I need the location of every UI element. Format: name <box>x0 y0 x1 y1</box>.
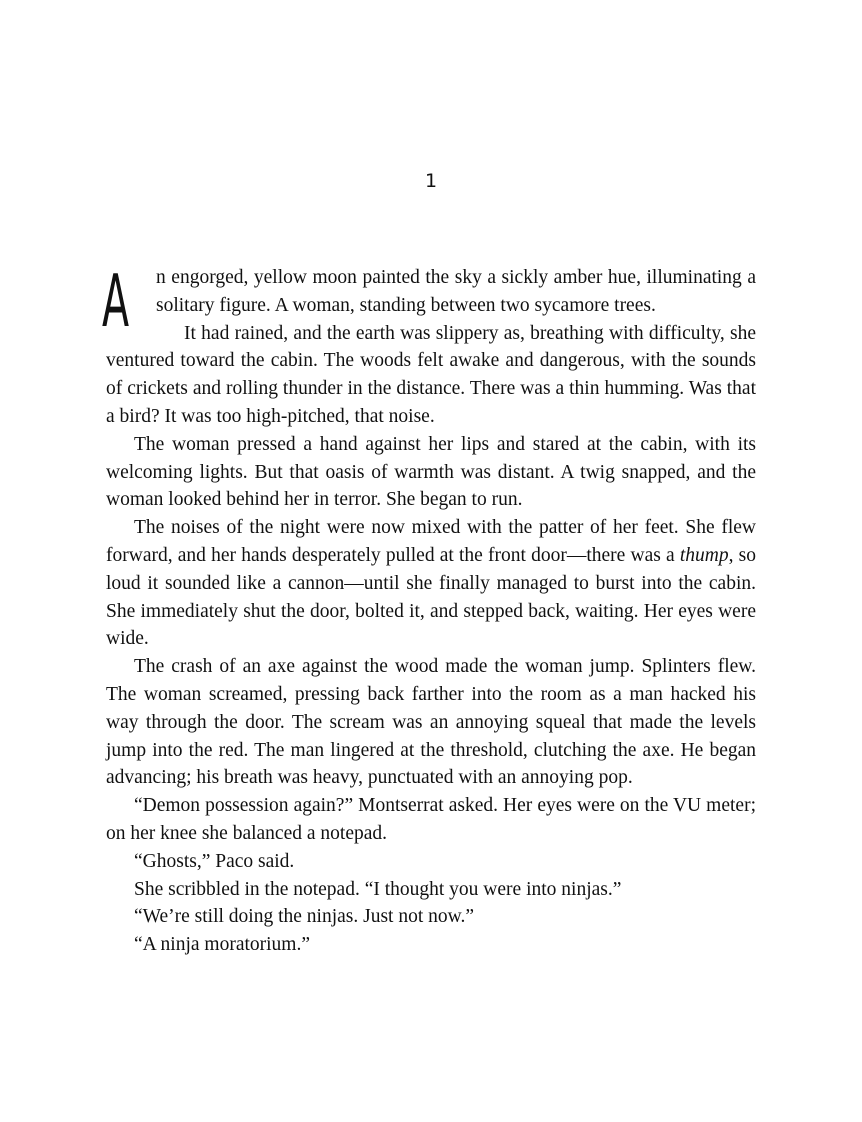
paragraph: The crash of an axe against the wood made the woman jump. Splinters flew. The woman screamed, pressing back farther into the room as a man hacked his way through the door. The scream was an annoying squeal that made the levels jump into the red. The man lingered at the threshold, clutching the axe. He began advancing; his breath was heavy, punctuated with an annoying pop. <box>106 656 756 789</box>
dialogue-paragraph: “A ninja moratorium.” <box>134 934 310 956</box>
dialogue-paragraph: “Demon possession again?” Montserrat asked. Her eyes were on the VU meter; on her knee she balanced a notepad. <box>106 795 756 844</box>
opening-paragraph-text: n engorged, yellow moon painted the sky a sickly amber hue, illuminating a solitary figure. A woman, standing between two sycamore trees. <box>156 267 756 316</box>
dialogue-paragraph: “Ghosts,” Paco said. <box>134 850 295 872</box>
chapter-number: 1 <box>424 170 438 192</box>
dialogue-paragraph: She scribbled in the notepad. “I thought you were into ninjas.” <box>134 878 622 900</box>
paragraph <box>106 514 756 653</box>
paragraph: The woman pressed a hand against her lips and stared at the cabin, with its welcoming lights. But that oasis of warmth was distant. A twig snapped, and the woman looked behind her in terror. She began to run. <box>106 433 756 511</box>
emphasized-word: thump <box>679 544 729 566</box>
drop-cap: A <box>102 259 130 343</box>
opening-paragraph <box>102 259 756 343</box>
chapter-body <box>102 259 756 959</box>
paragraph-text: The noises of the night were now mixed with the patter of her feet. She flew forward, and her hands desperately pulled at the front door—there was a <box>106 517 756 566</box>
paragraph-text: , so loud it sounded like a cannon—until she finally managed to burst into the cabin. She immediately shut the door, bolted it, and stepped back, waiting. Her eyes were wide. <box>106 544 756 650</box>
dialogue-paragraph: “We’re still doing the ninjas. Just not now.” <box>134 906 474 928</box>
paragraph: It had rained, and the earth was slippery as, breathing with difficulty, she ventured toward the cabin. The woods felt awake and dangerous, with the sounds of crickets and rolling thunder in the distance. There was a thin humming. Was that a bird? It was too high-pitched, that noise. <box>106 322 756 427</box>
